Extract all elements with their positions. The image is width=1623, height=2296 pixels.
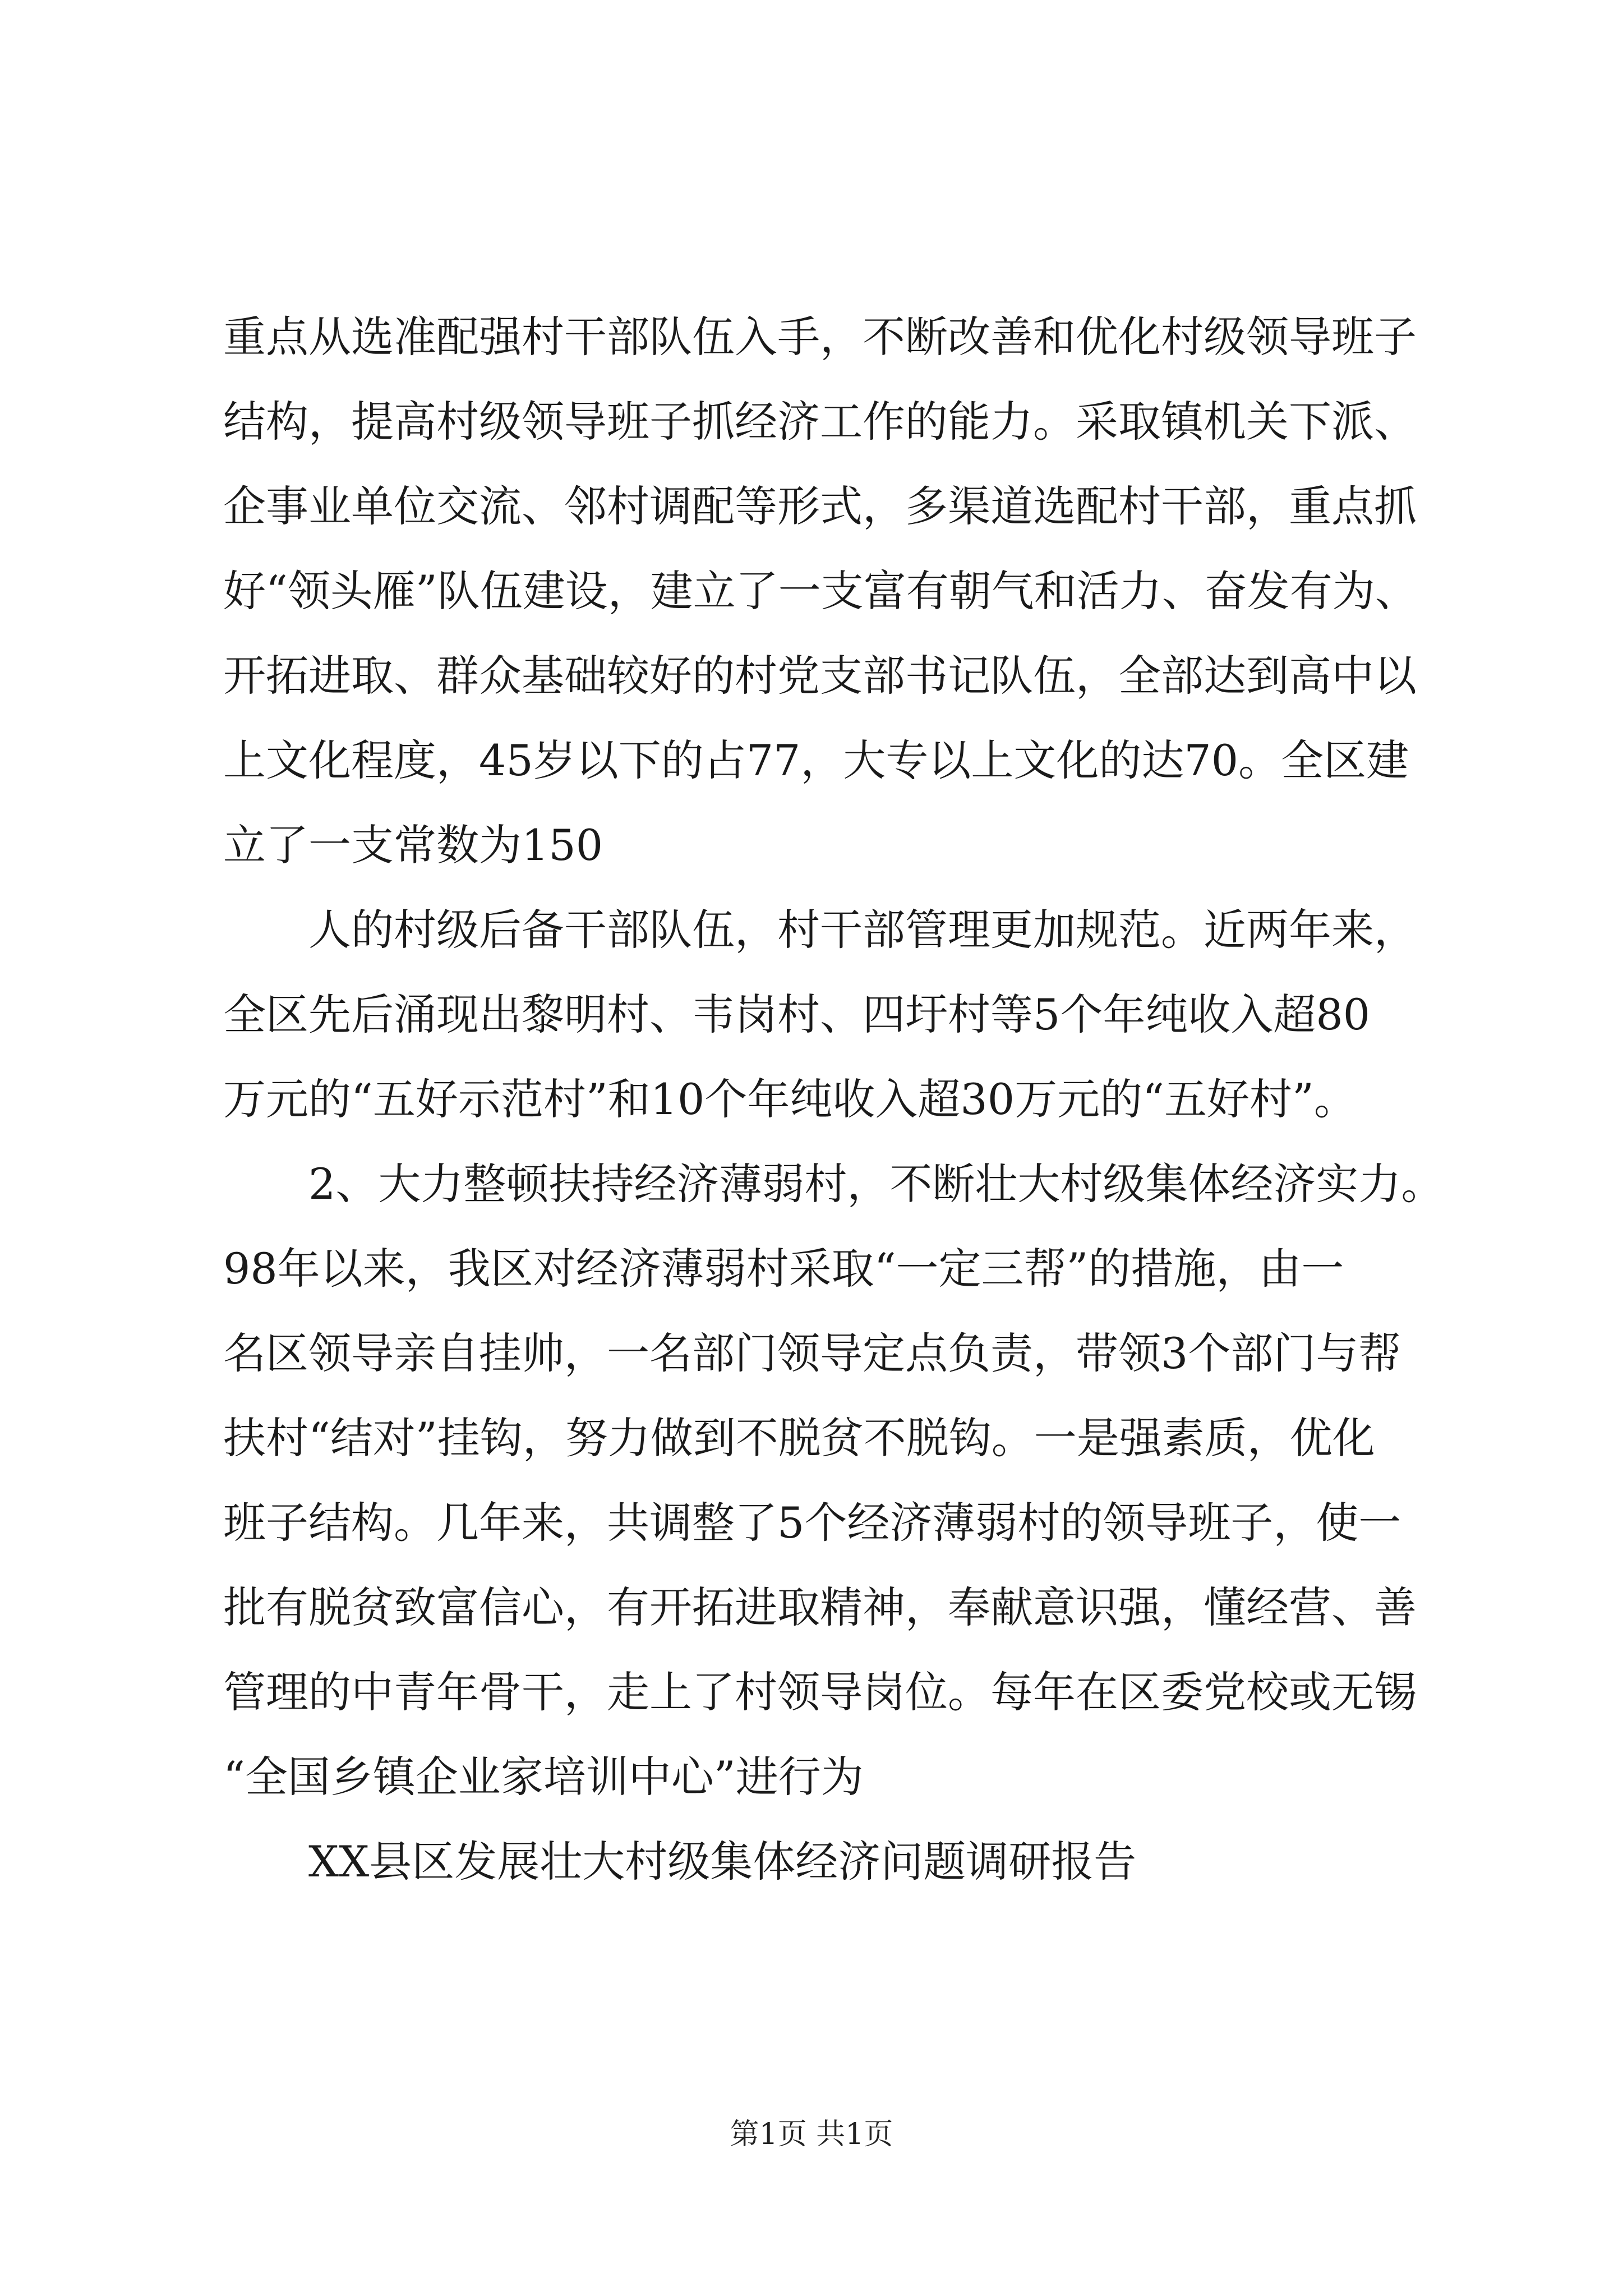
text-line: 好“领头雁”队伍建设，建立了一支富有朝气和活力、奋发有为、	[223, 566, 1418, 616]
text-line: 98年以来，我区对经济薄弱村采取“一定三帮”的措施，由一	[223, 1244, 1344, 1294]
text-line: 名区领导亲自挂帅，一名部门领导定点负责，带领3个部门与帮	[223, 1328, 1401, 1378]
text-line: 开拓进取、群众基础较好的村党支部书记队伍，全部达到高中以	[223, 651, 1417, 701]
text-line: 结构，提高村级领导班子抓经济工作的能力。采取镇机关下派、	[223, 397, 1417, 447]
text-line: 管理的中青年骨干，走上了村领导岗位。每年在区委党校或无锡	[223, 1667, 1417, 1717]
text-line: 万元的“五好示范村”和10个年纯收入超30万元的“五好村”。	[223, 1074, 1357, 1124]
text-line: 扶村“结对”挂钩，努力做到不脱贫不脱钩。一是强素质，优化	[223, 1413, 1375, 1463]
text-line: 上文化程度，45岁以下的占77，大专以上文化的达70。全区建	[223, 735, 1409, 785]
text-line: 批有脱贫致富信心，有开拓进取精神，奉献意识强，懂经营、善	[223, 1582, 1417, 1632]
text-line: XX县区发展壮大村级集体经济问题调研报告	[308, 1837, 1137, 1887]
text-line: 立了一支常数为150	[223, 820, 603, 870]
text-line: 班子结构。几年来，共调整了5个经济薄弱村的领导班子，使一	[223, 1498, 1401, 1548]
text-line: 2、大力整顿扶持经济薄弱村，不断壮大村级集体经济实力。	[308, 1159, 1444, 1209]
text-line: “全国乡镇企业家培训中心”进行为	[223, 1752, 864, 1802]
text-line: 重点从选准配强村干部队伍入手，不断改善和优化村级领导班子	[223, 312, 1417, 362]
text-line: 人的村级后备干部队伍，村干部管理更加规范。近两年来，	[308, 905, 1417, 955]
page-footer: 第1页 共1页	[730, 2118, 893, 2151]
document-body	[223, 295, 1446, 1904]
text-line: 全区先后涌现出黎明村、韦岗村、四圩村等5个年纯收入超80	[223, 990, 1371, 1039]
text-line: 企事业单位交流、邻村调配等形式，多渠道选配村干部，重点抓	[223, 481, 1417, 531]
